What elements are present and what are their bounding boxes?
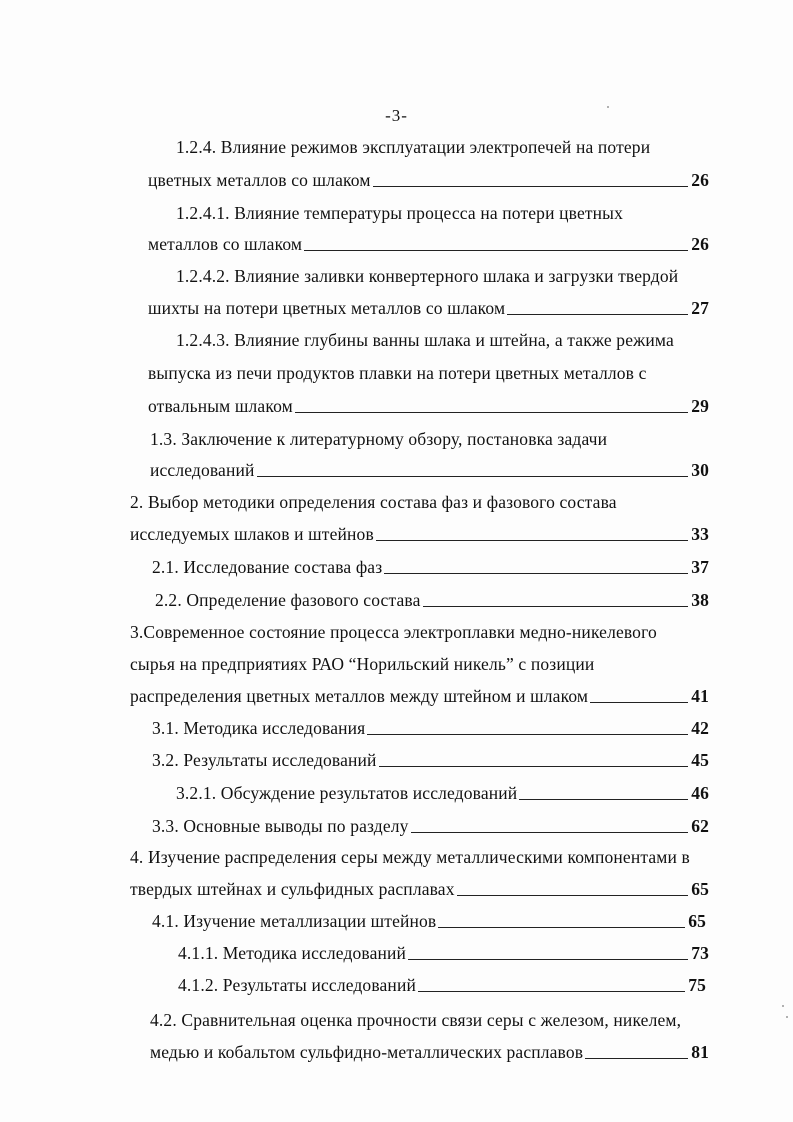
toc-entry-1-2-4-2[interactable] <box>148 297 709 319</box>
toc-entry-3-line-2: сырья на предприятиях РАО “Норильский никель” с позиции <box>130 654 595 674</box>
toc-entry-4-line-1: 4. Изучение распределения серы между металлическими компонентами в <box>130 847 690 867</box>
toc-entry-1-2-4-3-line-1: 1.2.4.3. Влияние глубины ванны шлака и штейна, а также режима <box>176 330 674 350</box>
toc-entry-3[interactable] <box>130 685 709 707</box>
toc-entry-text: исследуемых шлаков и штейнов <box>130 524 374 544</box>
toc-entry-2[interactable] <box>130 523 709 545</box>
scan-speck <box>786 1016 788 1018</box>
toc-page-number: 62 <box>691 816 709 836</box>
dot-leader <box>585 1058 688 1059</box>
toc-entry-1-3[interactable] <box>150 459 709 481</box>
dot-leader <box>373 186 689 187</box>
toc-entry-2-1[interactable] <box>152 556 709 578</box>
toc-entry-3-1[interactable] <box>152 717 709 739</box>
toc-entry-text: 3.3. Основные выводы по разделу <box>152 816 409 836</box>
toc-entry-4-1-2[interactable] <box>178 974 706 996</box>
toc-entry-1-2-4[interactable] <box>148 169 709 191</box>
toc-entry-text: 4.1.2. Результаты исследований <box>178 975 416 995</box>
toc-page-number: 41 <box>691 686 709 706</box>
toc-entry-text: 3.1. Методика исследования <box>152 718 366 738</box>
toc-entry-3-line-1: 3.Современное состояние процесса электроплавки медно-никелевого <box>130 622 657 642</box>
toc-entry-4-1[interactable] <box>152 910 706 932</box>
scan-speck <box>782 1005 784 1007</box>
dot-leader <box>507 314 688 315</box>
dot-leader <box>379 766 689 767</box>
toc-page-number: 46 <box>691 783 709 803</box>
toc-page-number: 75 <box>688 975 706 995</box>
toc-page-number: 27 <box>691 298 709 318</box>
toc-entry-4[interactable] <box>130 878 709 900</box>
dot-leader <box>519 799 688 800</box>
toc-entry-text: медью и кобальтом сульфидно-металлических расплавов <box>150 1042 584 1062</box>
scan-speck <box>607 106 609 108</box>
toc-page-number: 38 <box>691 590 709 610</box>
toc-page-number: 65 <box>691 879 709 899</box>
toc-entry-text: 2.1. Исследование состава фаз <box>152 557 383 577</box>
dot-leader <box>295 412 688 413</box>
toc-entry-3-2-1[interactable] <box>176 782 709 804</box>
toc-entry-text: 3.2. Результаты исследований <box>152 750 377 770</box>
dot-leader <box>376 540 688 541</box>
toc-page-number: 37 <box>691 557 709 577</box>
toc-entry-text: металлов со шлаком <box>148 234 303 254</box>
toc-entry-text: 4.1. Изучение металлизации штейнов <box>152 911 437 931</box>
toc-entry-2-2[interactable] <box>155 589 709 611</box>
dot-leader <box>418 991 685 992</box>
dot-leader <box>367 734 688 735</box>
toc-page-number: 26 <box>691 170 709 190</box>
toc-entry-2-line-1: 2. Выбор методики определения состава фаз и фазового состава <box>130 492 617 512</box>
dot-leader <box>457 895 689 896</box>
toc-entry-text: шихты на потери цветных металлов со шлаком <box>148 298 506 318</box>
toc-page-number: 30 <box>691 460 709 480</box>
toc-entry-1-2-4-line-1: 1.2.4. Влияние режимов эксплуатации электропечей на потери <box>176 137 651 157</box>
toc-entry-1-3-line-1: 1.3. Заключение к литературному обзору, постановка задачи <box>150 429 608 449</box>
toc-entry-1-2-4-1[interactable] <box>148 233 709 255</box>
toc-entry-text: 4.1.1. Методика исследований <box>178 943 407 963</box>
dot-leader <box>438 927 685 928</box>
toc-entry-4-2-line-1: 4.2. Сравнительная оценка прочности связи серы с железом, никелем, <box>150 1010 682 1030</box>
toc-entry-1-2-4-3-line-2: выпуска из печи продуктов плавки на потери цветных металлов с <box>148 363 647 383</box>
toc-entry-text: отвальным шлаком <box>148 396 293 416</box>
toc-entry-1-2-4-1-line-1: 1.2.4.1. Влияние температуры процесса на потери цветных <box>176 203 623 223</box>
toc-entry-text: исследований <box>150 460 255 480</box>
dot-leader <box>304 250 688 251</box>
toc-entry-4-1-1[interactable] <box>178 942 709 964</box>
toc-page-number: 73 <box>691 943 709 963</box>
toc-entry-text: распределения цветных металлов между штейном и шлаком <box>130 686 589 706</box>
toc-entry-4-2[interactable] <box>150 1041 709 1063</box>
dot-leader <box>384 573 688 574</box>
toc-page-number: 45 <box>691 750 709 770</box>
toc-page-number: 42 <box>691 718 709 738</box>
toc-entry-text: 3.2.1. Обсуждение результатов исследований <box>176 783 518 803</box>
toc-page-number: 65 <box>688 911 706 931</box>
toc-entry-3-2[interactable] <box>152 749 709 771</box>
dot-leader <box>411 832 689 833</box>
toc-entry-text: цветных металлов со шлаком <box>148 170 371 190</box>
toc-page-number: 26 <box>691 234 709 254</box>
toc-page-number: 33 <box>691 524 709 544</box>
toc-page-number: 81 <box>691 1042 709 1062</box>
dot-leader <box>423 606 689 607</box>
toc-page-number: 29 <box>691 396 709 416</box>
page-number: -3- <box>385 106 408 125</box>
toc-entry-text: 2.2. Определение фазового состава <box>155 590 421 610</box>
toc-entry-1-2-4-3[interactable] <box>148 395 709 417</box>
dot-leader <box>590 702 688 703</box>
dot-leader <box>408 959 688 960</box>
toc-entry-text: твердых штейнах и сульфидных расплавах <box>130 879 455 899</box>
dot-leader <box>257 476 689 477</box>
toc-entry-1-2-4-2-line-1: 1.2.4.2. Влияние заливки конвертерного шлака и загрузки твердой <box>176 266 679 286</box>
toc-entry-3-3[interactable] <box>152 815 709 837</box>
